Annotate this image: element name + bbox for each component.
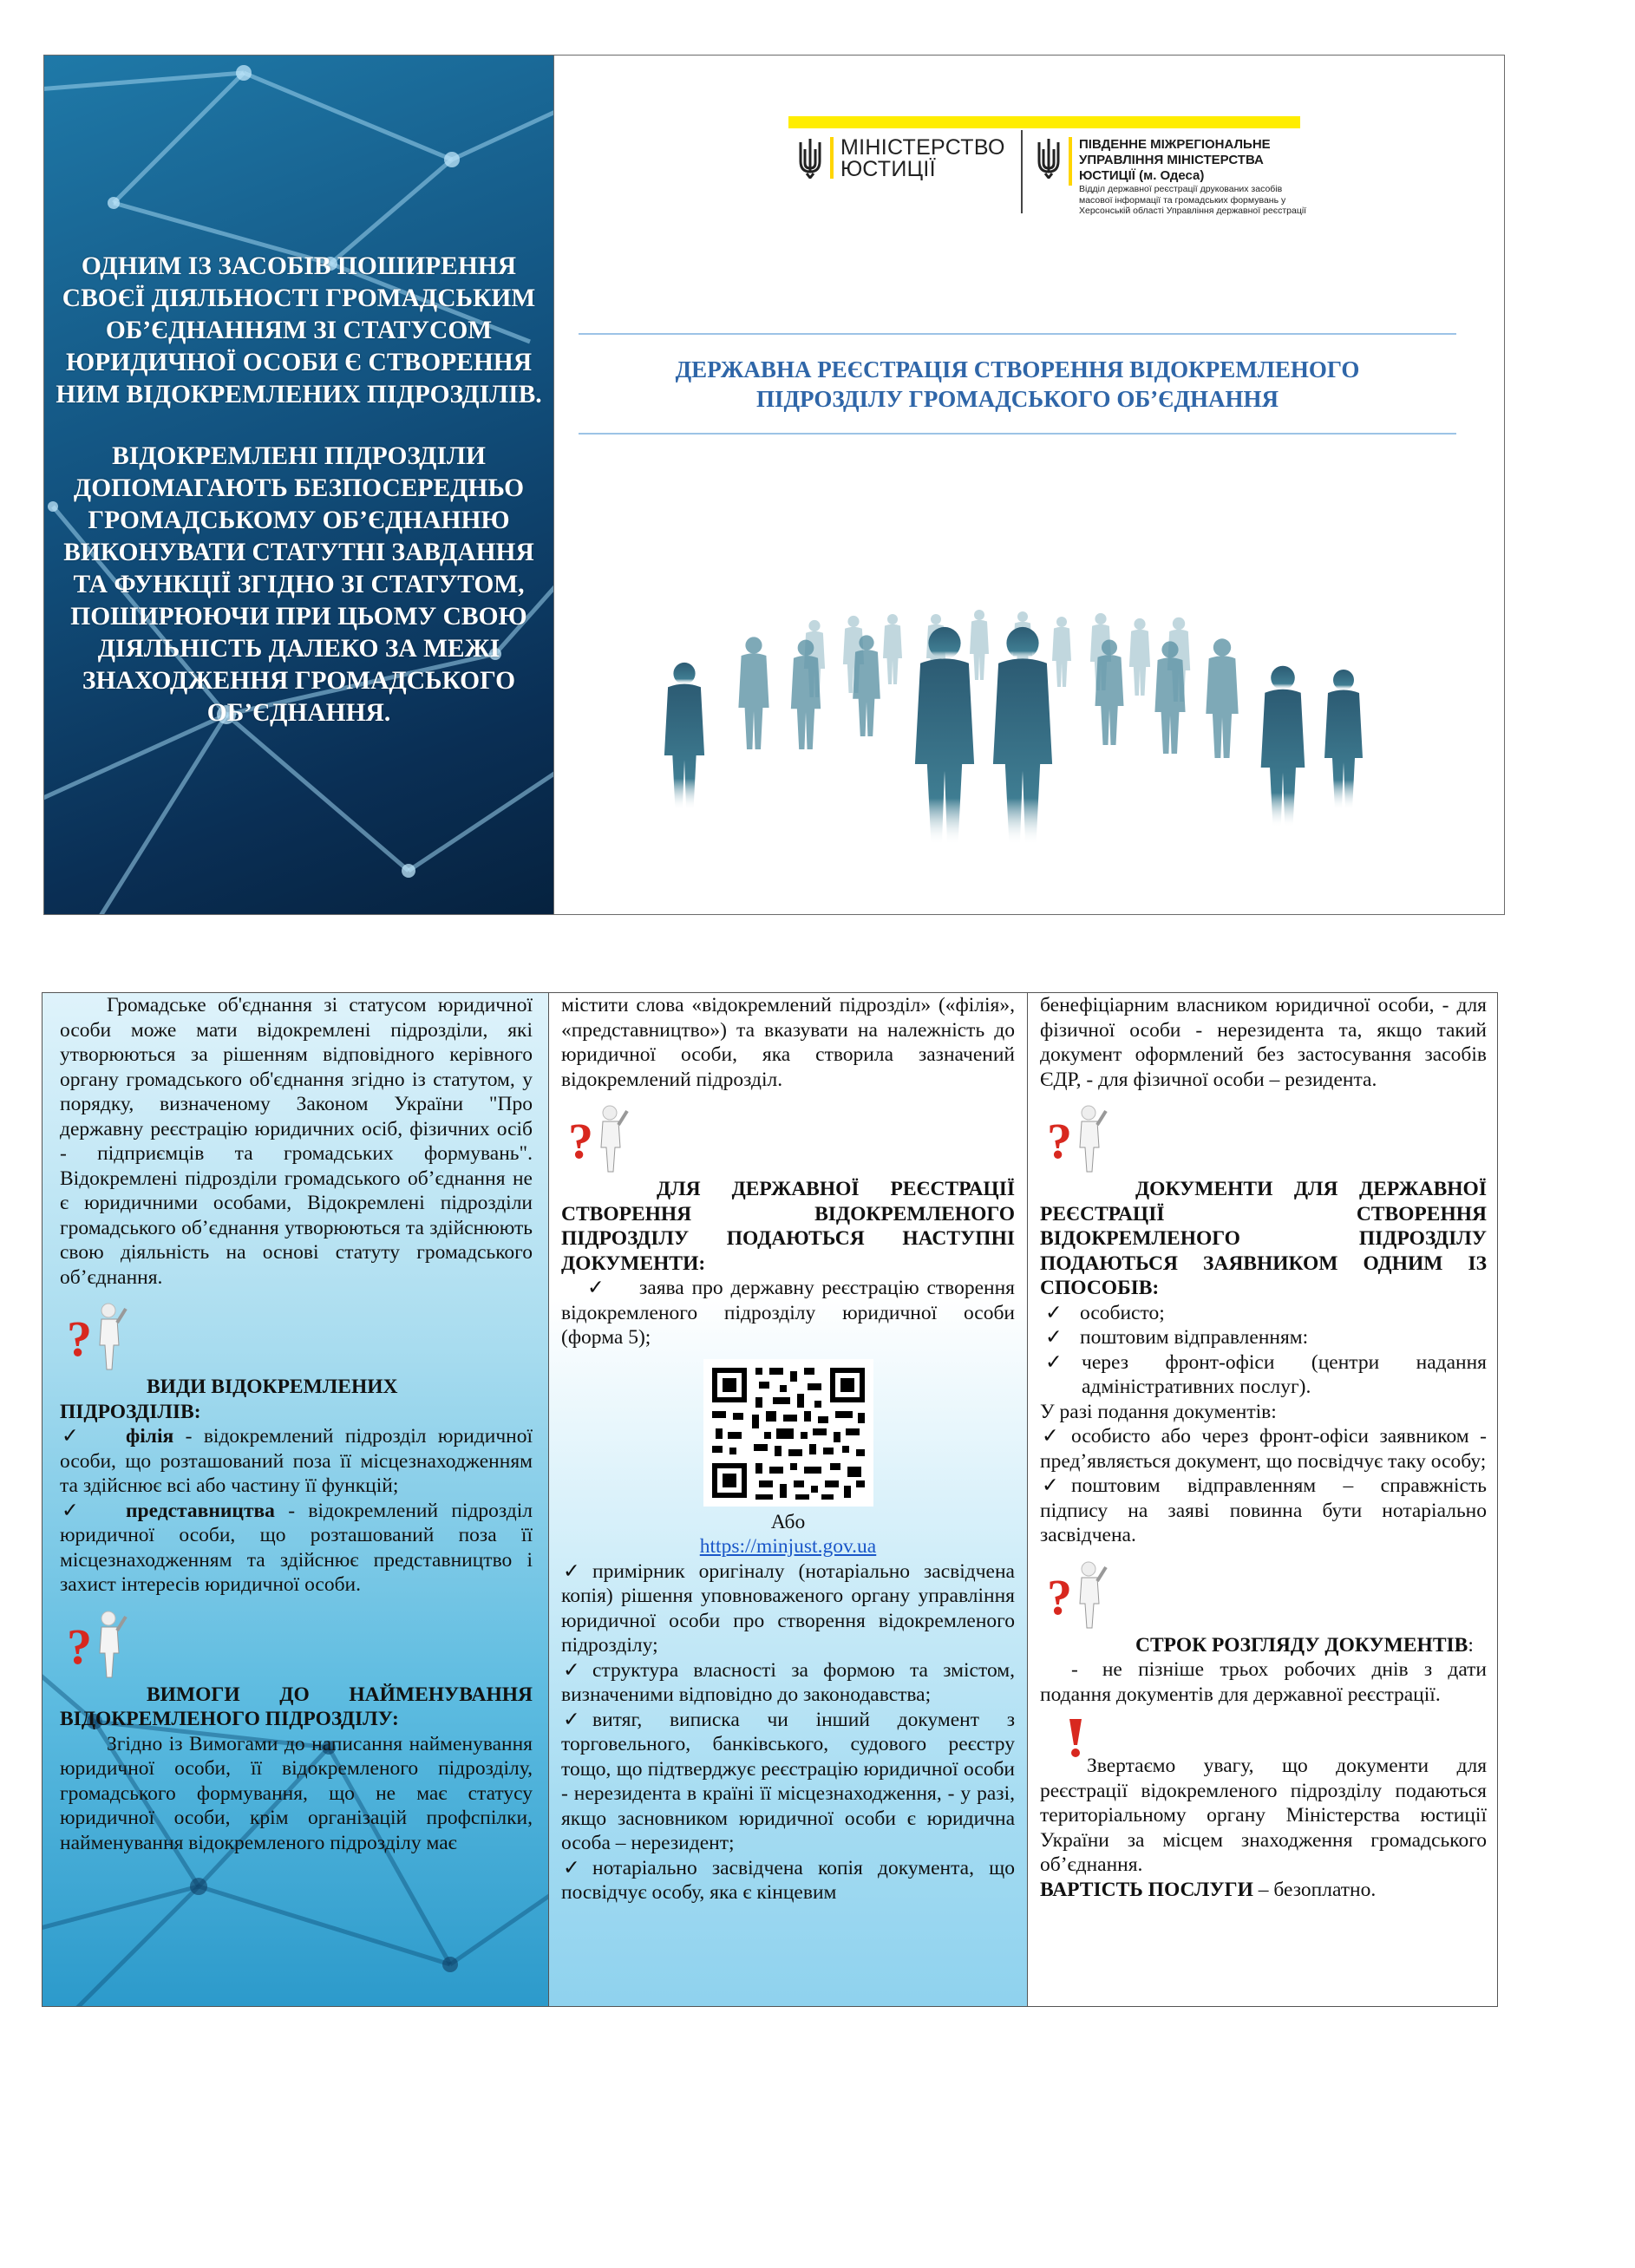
ministry-name <box>840 137 1005 180</box>
brochure-title <box>579 355 1456 414</box>
cover-left-panel <box>44 56 554 914</box>
title-line: ПІДРОЗДІЛУ ГРОМАДСЬКОГО ОБ’ЄДНАННЯ <box>755 386 1279 412</box>
exclamation-icon <box>1063 1717 1089 1759</box>
check-icon: ✓ <box>563 1658 580 1682</box>
south-department-logo <box>1036 137 1306 217</box>
svg-text:?: ? <box>67 1618 92 1675</box>
document-item <box>561 1559 1015 1658</box>
cover-paragraph: ОДНИМ ІЗ ЗАСОБІВ ПОШИРЕННЯ СВОЄЇ ДІЯЛЬНОСТІ ГРОМАДСЬКИМ ОБ’ЄДНАННЯМ ЗІ СТАТУСОМ ЮРИДИЧНОЇ ОСОБИ Є СТВОРЕННЯ НИМ ВІДОКРЕМЛЕНИХ ПІДРОЗДІЛІВ. <box>56 252 542 409</box>
south-department-text <box>1079 137 1306 217</box>
method-item <box>1040 1325 1487 1350</box>
check-icon: ✓ <box>1042 1425 1059 1448</box>
beneficiary-continued: бенефіціарним власником юридичної особи, - для фізичної особи - нерезидента та, якщо такий документ оформлений без застосування засобів ЄДР, - для фізичної особи – резидента. <box>1040 994 1487 1091</box>
method-item <box>1040 1350 1487 1400</box>
south-sub-line: Херсонській області Управління державної реєстрації <box>1079 206 1307 216</box>
check-icon: ✓ <box>62 1425 79 1448</box>
type-text: - відокремлений підрозділ юридичної особи, що розташований поза її місцезнаходженням та здійснює представництво і захист інтересів юридичної особи. <box>60 1499 533 1596</box>
document-item <box>561 1658 1015 1708</box>
column-2 <box>549 993 1028 2006</box>
notice-paragraph: Звертаємо увагу, що документи для реєстрації відокремленого підрозділу подаються територіальному органу Міністерства юстиції України за місцем знаходження громадського об’єднання. <box>1040 1755 1487 1876</box>
south-sub-line: Відділ державної реєстрації друкованих засобів <box>1079 184 1283 194</box>
ministry-name-line: МІНІСТЕРСТВО <box>840 135 1005 160</box>
case-text: особисто або через фронт-офіси заявником - пред’являється документ, що посвідчує таку особу; <box>1040 1425 1487 1473</box>
minjust-link-text[interactable]: https://minjust.gov.ua <box>699 1535 877 1558</box>
trifold-inner <box>42 992 1498 2007</box>
ministry-logo <box>797 137 1005 180</box>
method-text: через фронт-офіси (центри надання адміністративних послуг). <box>1082 1350 1487 1398</box>
title-rule-bottom <box>579 433 1456 435</box>
case-item <box>1040 1474 1487 1548</box>
south-name-line: ЮСТИЦІЇ (м. Одеса) <box>1079 168 1205 183</box>
svg-text:?: ? <box>568 1113 593 1169</box>
check-icon: ✓ <box>1045 1326 1063 1349</box>
ministry-name-line: ЮСТИЦІЇ <box>840 157 936 181</box>
south-name-line: УПРАВЛІННЯ МІНІСТЕРСТВА <box>1079 153 1264 167</box>
type-term: філія <box>126 1425 174 1448</box>
term-heading-text: СТРОК РОЗГЛЯДУ ДОКУМЕНТІВ <box>1135 1633 1468 1657</box>
column-3-content <box>1028 993 1497 1902</box>
price-line <box>1040 1878 1487 1903</box>
type-item-representative <box>60 1499 533 1598</box>
name-requirement-continued: містити слова «відокремлений підрозділ» («філія», «представництво») та вказувати на належність до юридичної особи, яка створила зазначений відокремлений підрозділ. <box>561 994 1015 1091</box>
case-item <box>1040 1424 1487 1474</box>
title-line: ДЕРЖАВНА РЕЄСТРАЦІЯ СТВОРЕННЯ ВІДОКРЕМЛЕНОГО <box>675 356 1360 382</box>
minjust-link[interactable] <box>561 1534 1015 1559</box>
cover-paragraph: ВІДОКРЕМЛЕНІ ПІДРОЗДІЛИ ДОПОМАГАЮТЬ БЕЗПОСЕРЕДНЬО ГРОМАДСЬКОМУ ОБ’ЄДНАННЮ ВИКОНУВАТИ СТАТУТНІ ЗАВДАННЯ ТА ФУНКЦІЇ ЗГІДНО ЗІ СТАТУТОМ, ПОШИРЮЮЧИ ПРИ ЦЬОМУ СВОЮ ДІЯЛЬНІСТЬ ДАЛЕКО ЗА МЕЖІ ЗНАХОДЖЕННЯ ГРОМАДСЬКОГО ОБ’ЄДНАННЯ. <box>63 442 534 727</box>
question-man-icon <box>1047 1560 1108 1630</box>
price-label: ВАРТІСТЬ ПОСЛУГИ <box>1040 1878 1253 1901</box>
cover-spread <box>43 55 1505 915</box>
types-heading <box>60 1375 533 1424</box>
requirements-paragraph: Згідно із Вимогами до написання найменування юридичної особи, її відокремленого підрозділу, громадського формування, що не має статусу юридичної особи, крім організацій профспілки, найменування відокремленого підрозділу має <box>60 1732 533 1854</box>
logo-yellow-stripe <box>830 137 834 179</box>
check-icon: ✓ <box>1045 1301 1063 1324</box>
document-text: заява про державну реєстрацію створення відокремленого підрозділу юридичної особи (форма 5); <box>561 1277 1015 1349</box>
term-dash: - <box>1071 1658 1078 1681</box>
requirements-heading-text: ВИМОГИ ДО НАЙМЕНУВАННЯ ВІДОКРЕМЛЕНОГО ПІДРОЗДІЛУ: <box>60 1683 533 1730</box>
document-item <box>561 1708 1015 1856</box>
svg-text:?: ? <box>1047 1568 1072 1625</box>
method-text: особисто; <box>1080 1301 1165 1324</box>
types-heading-text: ВИДИ ВІДОКРЕМЛЕНИХ ПІДРОЗДІЛІВ: <box>60 1376 398 1423</box>
business-people-crowd-icon <box>650 498 1387 879</box>
column-1-content <box>43 993 548 1855</box>
check-icon: ✓ <box>1042 1474 1059 1497</box>
qr-code-icon <box>703 1359 873 1507</box>
intro-paragraph: Громадське об'єднання зі статусом юридичної особи може мати відокремлені підрозділи, які утворюються за рішенням відповідного керівного органу громадського об'єднання згідно із статутом, у порядку, визначеному Законом України "Про державну реєстрацію юридичних осіб, фізичних осіб - підприємців та громадських формувань". Відокремлені підрозділи громадського об’єднання не є юридичними особами, Відокремлені підрозділи громадського об’єднання утворюються та здійснюють свою діяльність на основі статуту громадського об’єднання. <box>60 994 533 1289</box>
method-item <box>1040 1301 1487 1326</box>
document-item <box>561 1856 1015 1905</box>
term-heading-colon: : <box>1468 1633 1474 1657</box>
check-icon: ✓ <box>62 1499 79 1522</box>
column-2-content <box>549 993 1027 1905</box>
document-text: витяг, виписка чи інший документ з торговельного, банківського, судового реєстру тощо, що підтверджує реєстрацію юридичної особи - нерезидента в країні її місцезнаходження, - у разі, якщо засновником юридичної особи є юридична особа – нерезидент; <box>561 1708 1015 1854</box>
price-value: – безоплатно. <box>1252 1878 1377 1901</box>
column-1 <box>43 993 549 2006</box>
logo-yellow-bar <box>788 116 1300 128</box>
logo-yellow-stripe <box>1069 137 1072 186</box>
document-text: структура власності за формою та змістом, визначеними відповідно до законодавства; <box>561 1658 1015 1706</box>
check-icon: ✓ <box>1045 1350 1063 1374</box>
methods-heading: ДОКУМЕНТИ ДЛЯ ДЕРЖАВНОЇ РЕЄСТРАЦІЇ СТВОРЕННЯ ВІДОКРЕМЛЕНОГО ПІДРОЗДІЛУ ПОДАЮТЬСЯ ЗАЯВНИКОМ ОДНИМ ІЗ СПОСОБІВ: <box>1040 1178 1487 1299</box>
trident-icon <box>797 137 823 179</box>
south-sub-line: масової інформації та громадських формувань у <box>1079 194 1286 206</box>
method-text: поштовим відправленням: <box>1080 1326 1309 1349</box>
check-icon: ✓ <box>563 1708 580 1731</box>
question-man-icon <box>1047 1104 1108 1173</box>
check-icon: ✓ <box>563 1559 580 1583</box>
south-name-line: ПІВДЕННЕ МІЖРЕГІОНАЛЬНЕ <box>1079 137 1271 152</box>
logo-divider <box>1021 130 1023 213</box>
type-term: представництва <box>126 1499 275 1522</box>
documents-heading: ДЛЯ ДЕРЖАВНОЇ РЕЄСТРАЦІЇ СТВОРЕННЯ ВІДОКРЕМЛЕНОГО ПІДРОЗДІЛУ ПОДАЮТЬСЯ НАСТУПНІ ДОКУМЕНТИ: <box>561 1178 1015 1275</box>
or-label: Або <box>770 1510 806 1533</box>
check-icon: ✓ <box>563 1856 580 1879</box>
document-item <box>561 1276 1015 1350</box>
term-text <box>1040 1657 1487 1707</box>
title-rule-top <box>579 333 1456 335</box>
trident-icon <box>1036 137 1062 179</box>
case-intro: У разі подання документів: <box>1040 1400 1277 1423</box>
type-text: - відокремлений підрозділ юридичної особи, що розташований поза її місцезнаходженням та здійснює всі або частину її функцій; <box>60 1425 533 1497</box>
column-3 <box>1028 993 1497 2006</box>
case-text: поштовим відправленням – справжність підпису на заяві повинна бути нотаріально засвідчена. <box>1040 1474 1487 1546</box>
requirements-heading <box>60 1683 533 1732</box>
cover-left-text <box>55 251 543 759</box>
type-item-branch <box>60 1424 533 1499</box>
document-text: нотаріально засвідчена копія документа, що посвідчує особу, яка є кінцевим <box>561 1856 1015 1904</box>
check-icon: ✓ <box>587 1277 605 1299</box>
svg-text:?: ? <box>1047 1113 1072 1169</box>
svg-text:?: ? <box>67 1310 92 1367</box>
question-man-icon <box>67 1302 128 1371</box>
term-value: не пізніше трьох робочих днів з дати подання документів для державної реєстрації. <box>1040 1658 1487 1706</box>
document-text: примірник оригіналу (нотаріально засвідчена копія) рішення уповноваженого органу управління юридичної особи про створення відокремленого підрозділу; <box>561 1559 1015 1657</box>
term-heading <box>1040 1633 1487 1658</box>
cover-right-panel <box>554 56 1504 914</box>
question-man-icon <box>568 1104 629 1173</box>
question-man-icon <box>67 1610 128 1679</box>
